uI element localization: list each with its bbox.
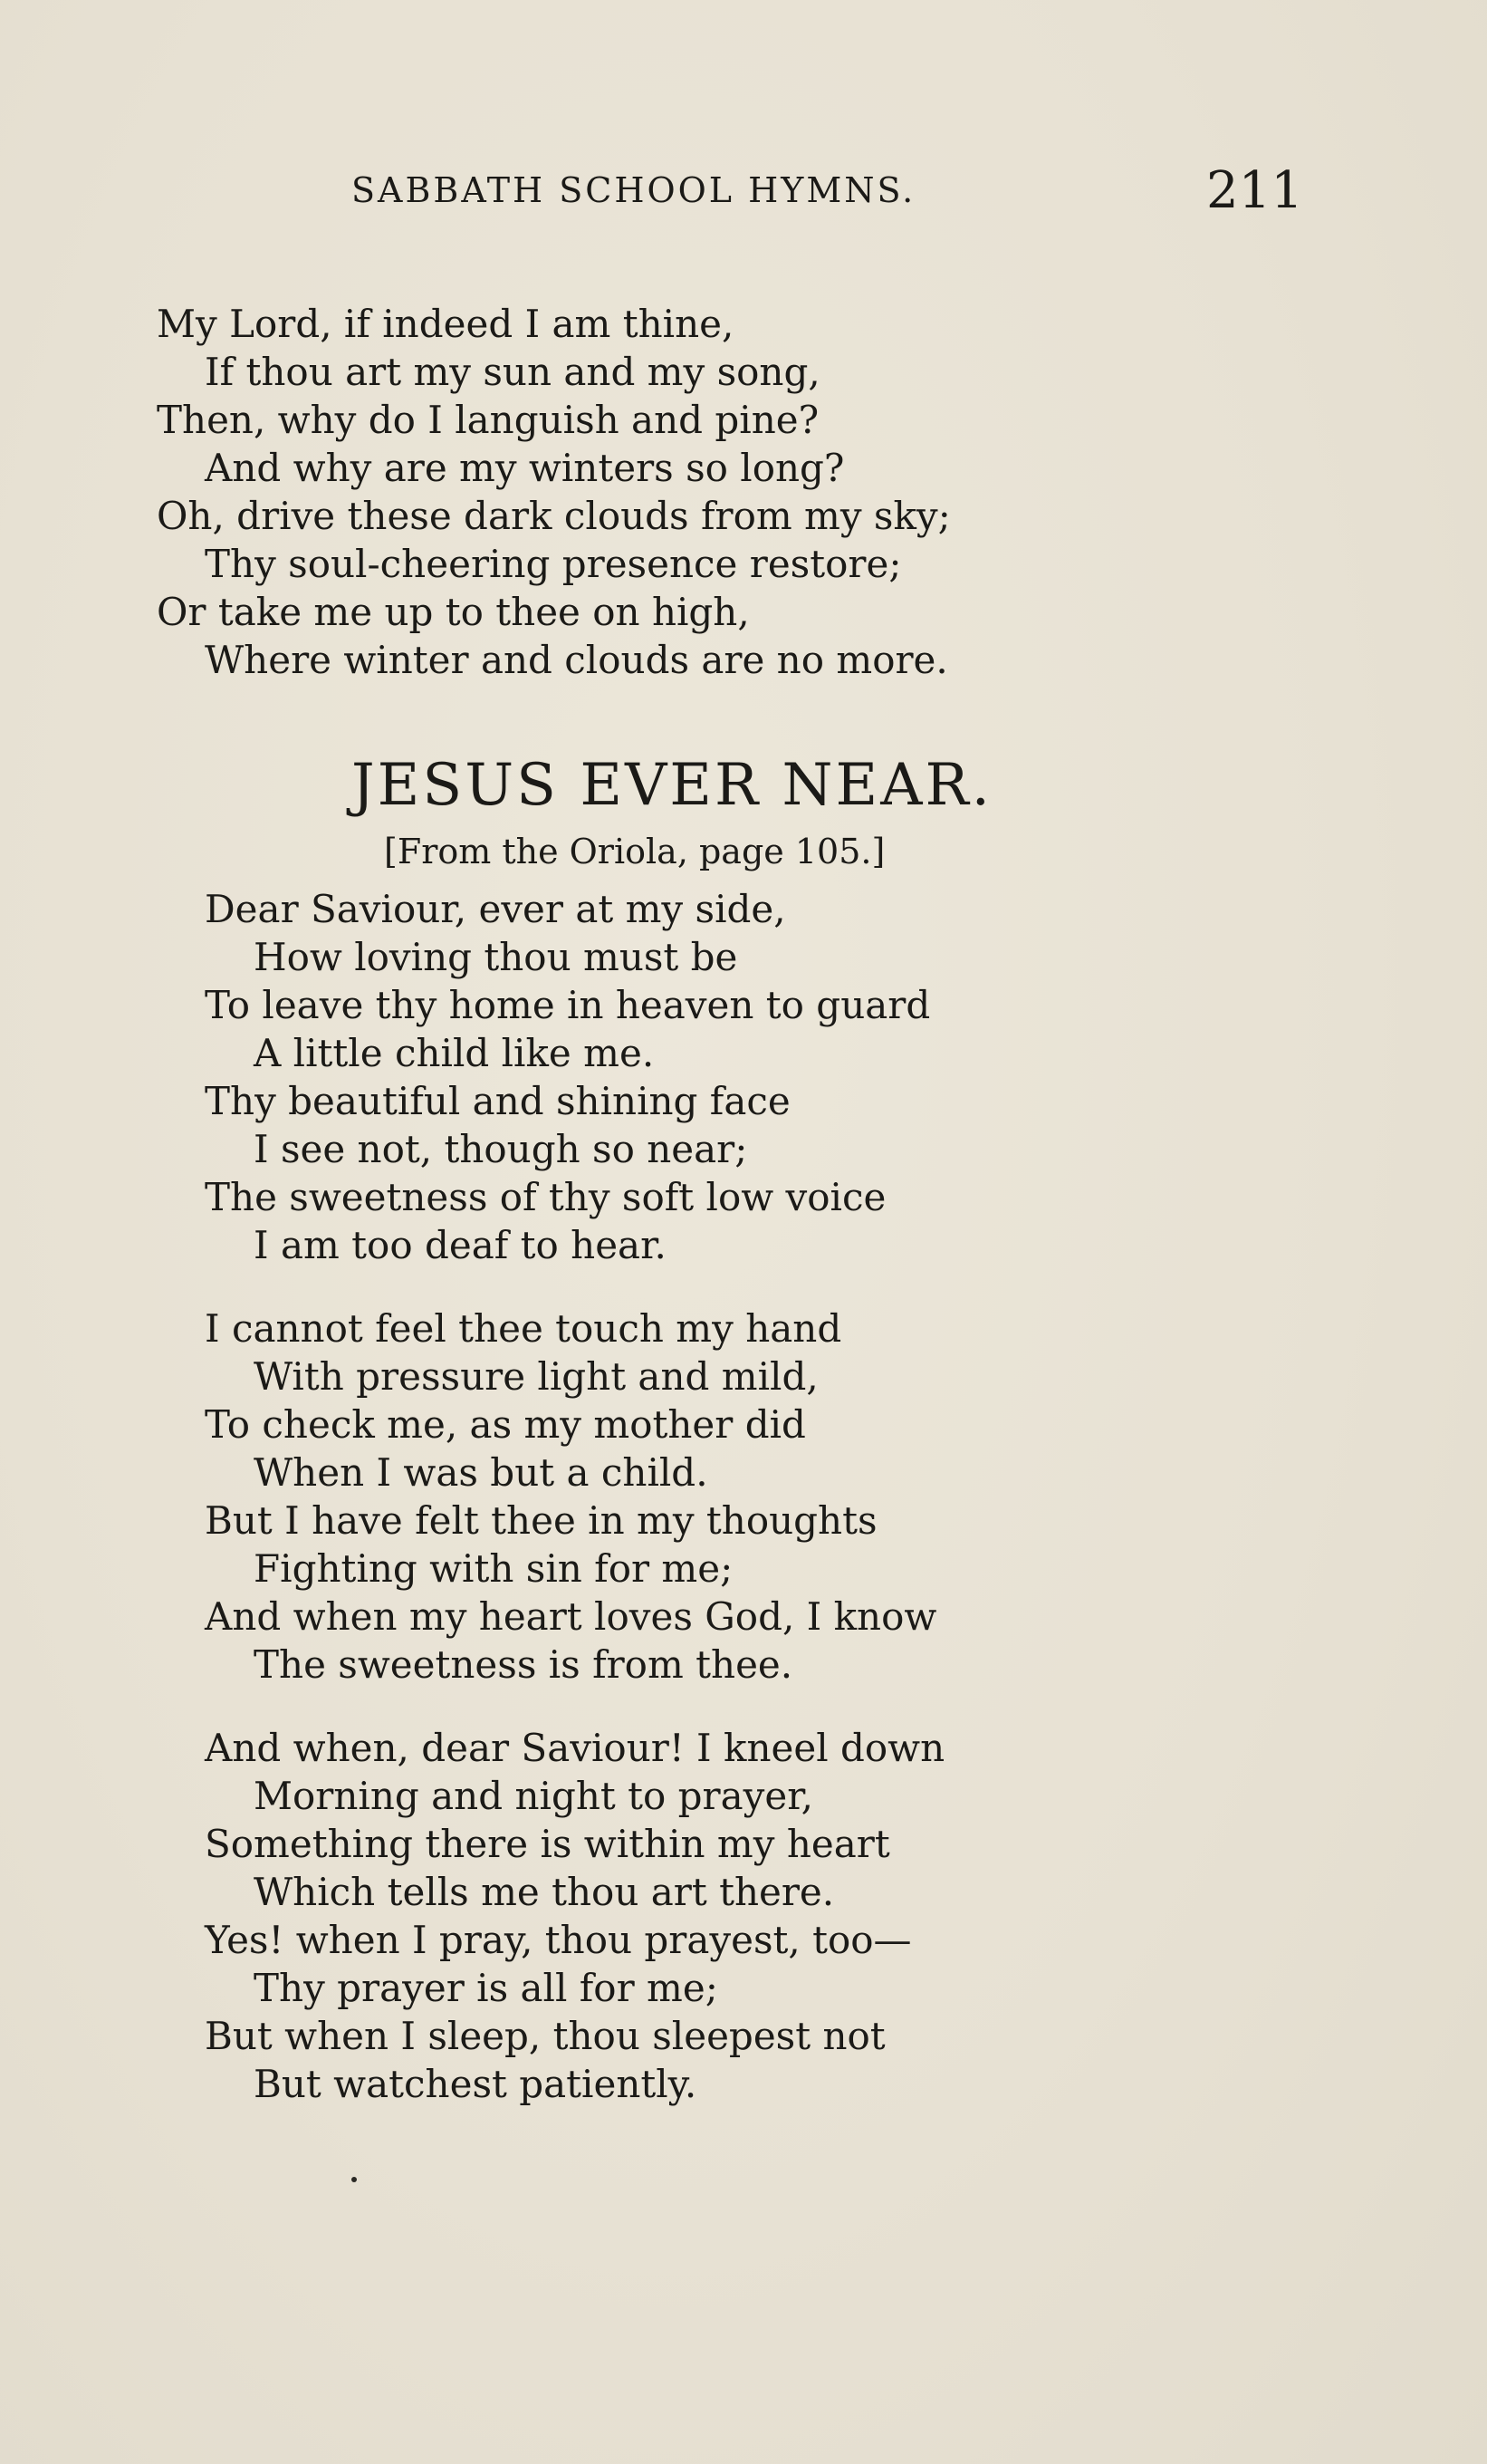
verse-line: But watchest patiently. (254, 2062, 697, 2106)
verse-line: But when I sleep, thou sleepest not (205, 2014, 886, 2058)
running-head: SABBATH SCHOOL HYMNS. (351, 170, 916, 210)
verse-line: And why are my winters so long? (205, 446, 845, 490)
verse-line: To check me, as my mother did (205, 1402, 806, 1447)
verse-line: Thy soul-cheering presence restore; (205, 542, 902, 586)
verse-line: And when my heart loves God, I know (205, 1594, 937, 1639)
verse-line: Oh, drive these dark clouds from my sky; (157, 494, 951, 538)
verse-line: If thou art my sun and my song, (205, 350, 820, 394)
verse-line: I cannot feel thee touch my hand (205, 1306, 842, 1351)
verse-line: I am too deaf to hear. (254, 1223, 667, 1267)
verse-line: Where winter and clouds are no more. (205, 638, 948, 682)
verse-line: The sweetness of thy soft low voice (205, 1175, 887, 1219)
verse-line: A little child like me. (254, 1031, 655, 1075)
verse-line: With pressure light and mild, (254, 1354, 819, 1399)
verse-line: But I have felt thee in my thoughts (205, 1498, 878, 1543)
verse-line: And when, dear Saviour! I kneel down (205, 1726, 945, 1770)
ink-speck (351, 2177, 357, 2182)
verse-line: Morning and night to prayer, (254, 1774, 814, 1818)
verse-line: Yes! when I pray, thou prayest, too— (205, 1918, 912, 1962)
verse-line: Thy beautiful and shining face (205, 1079, 791, 1123)
verse-line: When I was but a child. (254, 1450, 708, 1495)
verse-line: The sweetness is from thee. (254, 1642, 793, 1687)
hymn-title: JESUS EVER NEAR. (351, 752, 993, 819)
verse-line: Or take me up to thee on high, (157, 590, 750, 634)
verse-line: I see not, though so near; (254, 1127, 748, 1171)
verse-line: Dear Saviour, ever at my side, (205, 887, 786, 931)
verse-line: Which tells me thou art there. (254, 1870, 835, 1914)
hymn-source: [From the Oriola, page 105.] (384, 832, 886, 871)
verse-line: My Lord, if indeed I am thine, (157, 302, 734, 346)
verse-line: Thy prayer is all for me; (254, 1966, 718, 2010)
verse-line: To leave thy home in heaven to guard (205, 983, 931, 1027)
verse-line: Then, why do I languish and pine? (157, 398, 820, 442)
verse-line: Something there is within my heart (205, 1822, 890, 1866)
verse-line: Fighting with sin for me; (254, 1546, 734, 1591)
verse-line: How loving thou must be (254, 935, 738, 979)
page-number: 211 (1206, 161, 1303, 220)
